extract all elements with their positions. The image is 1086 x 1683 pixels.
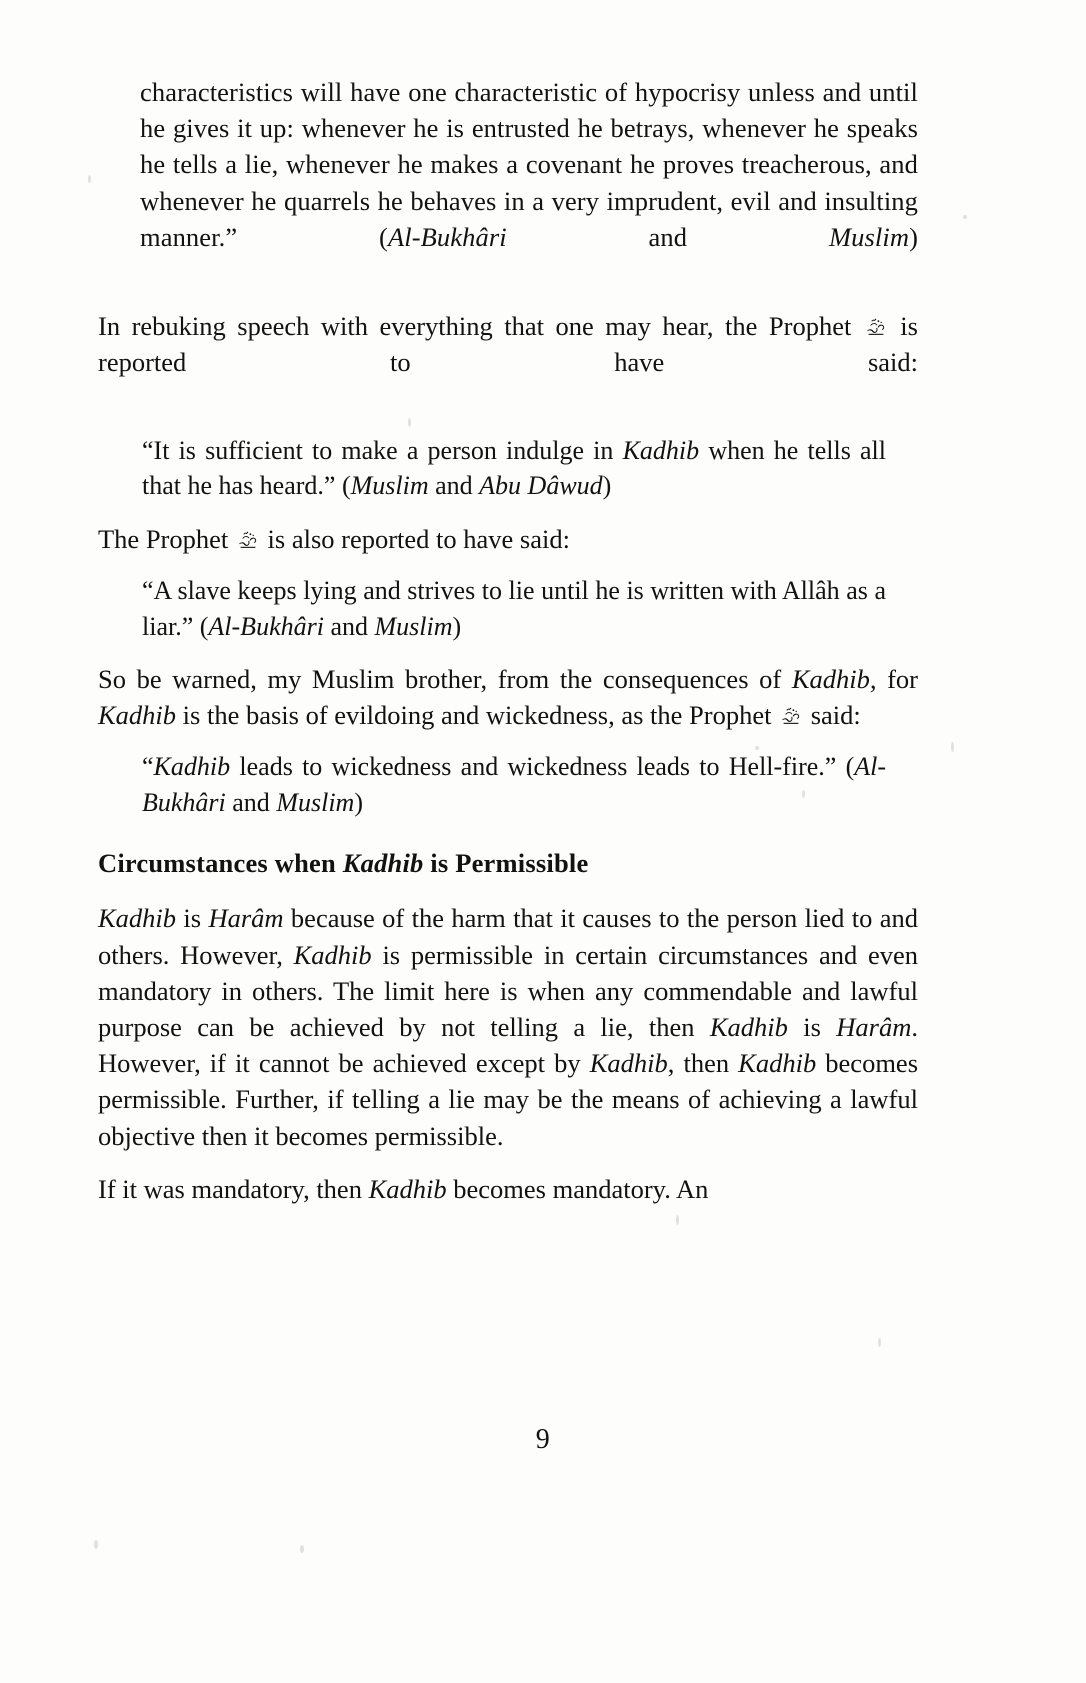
conjunction: and	[225, 787, 277, 817]
hadith-quote-3	[142, 749, 886, 820]
conjunction: and	[323, 611, 375, 641]
quote-text: “A slave keeps lying and strives to lie until he is written with Allâh as a liar.” (	[142, 576, 886, 641]
body-text-f: , then	[667, 1048, 739, 1079]
source-muslim: Muslim	[374, 611, 453, 641]
paren-close: )	[909, 221, 918, 252]
source-al-bukhari: Al-Bukhâri	[208, 611, 324, 641]
hadith-continuation-text: characteristics will have one characteristic of hypocrisy unless and until he gives it up: whenever he is entrusted he betrays, whenever he speaks he tells a lie, whenever he makes a covenant he proves treacherous, and whenever he quarrels he behaves in a very imprudent, evil and insulting manner.” (	[140, 77, 918, 252]
term-haram: Harâm	[208, 903, 284, 934]
term-kadhib: Kadhib	[738, 1048, 817, 1079]
term-kadhib: Kadhib	[622, 435, 700, 465]
term-kadhib: Kadhib,	[791, 664, 877, 695]
quote-text: leads to wickedness and wickedness leads to Hell-fire.” (	[230, 752, 855, 782]
intro-paragraph-1	[98, 308, 918, 417]
term-kadhib: Kadhib	[342, 848, 424, 879]
scan-speck	[88, 175, 91, 183]
section-heading	[98, 846, 918, 880]
quote-open: “	[142, 752, 154, 782]
warning-text-c: is the basis of evildoing and wickedness, as the Prophet	[176, 700, 779, 731]
warning-text-d: said:	[804, 700, 861, 731]
intro-text-before-salawat: The Prophet	[98, 523, 235, 554]
source-al-bukhari: Al-Bukhâri	[142, 752, 886, 817]
scan-speck	[951, 742, 954, 752]
body-text-c: is permissible in certain circumstances and even mandatory in others. The limit here is when any commendable and lawful purpose can be achieved by not telling a lie, then	[98, 939, 918, 1043]
intro-text-before-salawat: In rebuking speech with everything that one may hear, the Prophet	[98, 311, 863, 342]
source-muslim: Muslim	[276, 787, 355, 817]
term-kadhib: Kadhib	[589, 1048, 668, 1079]
salawat-icon	[865, 316, 887, 338]
page-number: 9	[535, 1424, 551, 1455]
term-kadhib: Kadhib	[293, 939, 372, 970]
source-al-bukhari: Al-Bukhâri	[387, 221, 507, 252]
term-kadhib: Kadhib	[368, 1173, 447, 1204]
scan-speck	[300, 1545, 304, 1553]
term-kadhib: Kadhib	[98, 700, 177, 731]
scan-speck	[94, 1540, 98, 1549]
warning-text-a: So be warned, my Muslim brother, from the consequences of	[98, 664, 792, 695]
body-text-a: is	[176, 903, 209, 934]
heading-text-b: is Permissible	[423, 848, 589, 879]
body-text-a: If it was mandatory, then	[98, 1173, 369, 1204]
term-kadhib: Kadhib	[98, 903, 177, 934]
paren-close: )	[452, 611, 462, 641]
scan-speck	[878, 1338, 881, 1347]
heading-text-a: Circumstances when	[98, 848, 343, 879]
scan-speck	[963, 215, 967, 219]
body-paragraph-1	[98, 900, 918, 1153]
body-text-d: is	[787, 1012, 837, 1043]
quote-text-before-term: “It is sufficient to make a person indulge in	[142, 435, 623, 465]
warning-text-b: for	[876, 664, 918, 695]
body-text-b: because of the harm that it causes to the person lied to and others. However,	[98, 903, 918, 970]
body-paragraph-2	[98, 1171, 918, 1207]
intro-text-after-salawat: is reported to have said:	[98, 311, 918, 378]
source-muslim: Muslim	[828, 221, 910, 252]
body-text-g: becomes permissible. Further, if telling a lie may be the means of achieving a lawful objective then it becomes permissible.	[98, 1048, 919, 1151]
term-kadhib: Kadhib	[709, 1012, 788, 1043]
term-kadhib: Kadhib	[153, 752, 231, 782]
warning-paragraph	[98, 661, 918, 733]
paren-close: )	[354, 787, 363, 817]
intro-paragraph-2	[98, 521, 918, 557]
hadith-quote-2	[142, 573, 886, 644]
body-text-b: becomes mandatory. An	[446, 1173, 709, 1204]
salawat-icon	[237, 529, 259, 551]
scan-speck	[676, 1215, 679, 1225]
conjunction: and	[428, 471, 480, 501]
body-text-e: . However, if it cannot be achieved except by	[98, 1012, 918, 1079]
hadith-quote-1	[142, 433, 886, 504]
salawat-icon	[780, 705, 802, 727]
conjunction: and	[506, 221, 829, 252]
term-haram: Harâm	[836, 1012, 912, 1043]
source-abu-dawud: Abu Dâwud	[479, 471, 603, 501]
page-content	[98, 74, 918, 1207]
paren-close: )	[602, 471, 612, 501]
hadith-continuation-paragraph	[140, 74, 918, 291]
intro-text-after-salawat: is also reported to have said:	[260, 523, 570, 554]
source-muslim: Muslim	[350, 471, 429, 501]
quote-text-after-term: when he tells all that he has heard.” (	[142, 435, 886, 501]
